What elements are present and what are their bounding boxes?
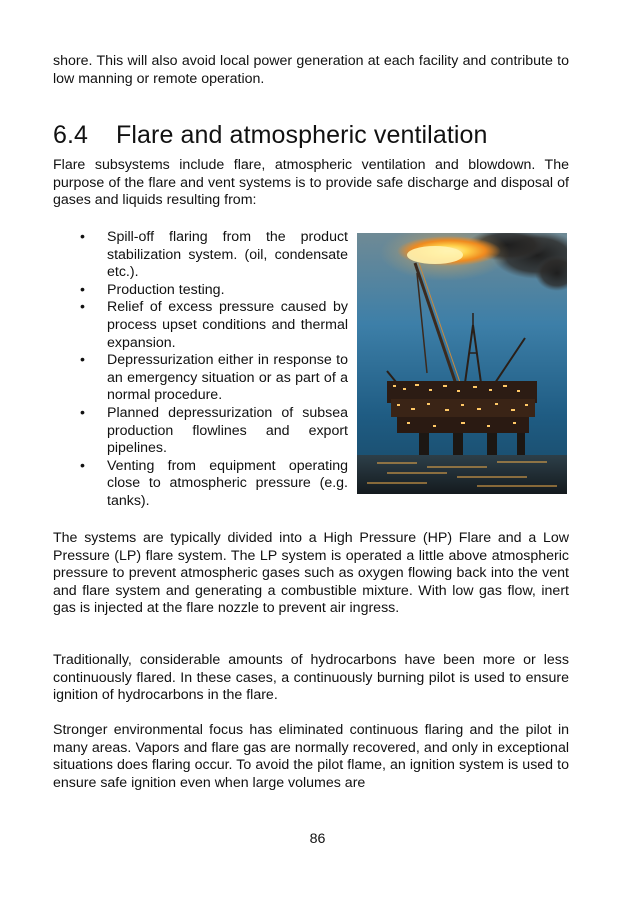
bullet-item [60,352,348,405]
bullet-symbol: • [80,352,85,369]
bullet-text: Venting from equipment operating close to atmospheric pressure (e.g. tanks). [107,457,348,509]
bullet-symbol: • [80,299,85,316]
bullet-symbol: • [80,229,85,245]
body-paragraph-3: Stronger environmental focus has eliminated continuous flaring and the pilot in many areas. Vapors and flare gas are normally recovered, and only in exceptional situations does flaring occur. To avoid the pilot flame, an ignition system is used to ensure safe ignition even when large volumes are [53,722,569,791]
body-paragraph-2: Traditionally, considerable amounts of hydrocarbons have been more or less continuously flared. In these cases, a continuously burning pilot is used to ensure ignition of hydrocarbons in the flare. [53,652,569,704]
section-number: 6.4 [53,121,89,149]
bullet-text: Spill-off flaring from the product stabilization system. (oil, condensate etc.). [107,229,348,281]
bullet-text: Production testing. [107,281,225,298]
bullet-item [60,405,348,458]
body-paragraph-1: The systems are typically divided into a High Pressure (HP) Flare and a Low Pressure (LP) flare system. The LP system is operated a little above atmospheric pressure to prevent atmospheric gases such as oxygen flowing back into the vent and flare system and generating a combustible mixture. With low gas flow, inert gas is injected at the flare nozzle to prevent air ingress. [53,530,569,617]
intro-paragraph: shore. This will also avoid local power generation at each facility and contribute to low manning or remote operation. [53,53,569,87]
bullet-symbol: • [80,281,85,298]
bullet-text: Planned depressurization of subsea production flowlines and export pipelines. [107,404,348,457]
section-intro-paragraph: Flare subsystems include flare, atmospheric ventilation and blowdown. The purpose of the flare and vent systems is to provide safe discharge and disposal of gases and liquids resulting from: [53,157,569,209]
page-number: 86 [309,831,326,847]
bullet-text: Depressurization either in response to an emergency situation or as part of a normal procedure. [107,352,348,404]
offshore-platform-flare-photo [357,233,567,494]
bullet-item [60,458,348,511]
section-title: Flare and atmospheric ventilation [116,121,488,149]
bullet-symbol: • [80,457,85,474]
bullet-item [60,229,348,282]
bullet-symbol: • [80,404,85,421]
section-heading [53,121,488,150]
bullet-text: Relief of excess pressure caused by process upset conditions and thermal expansion. [107,299,348,351]
bullet-list [60,229,348,511]
bullet-item [60,282,348,300]
bullet-item [60,299,348,352]
